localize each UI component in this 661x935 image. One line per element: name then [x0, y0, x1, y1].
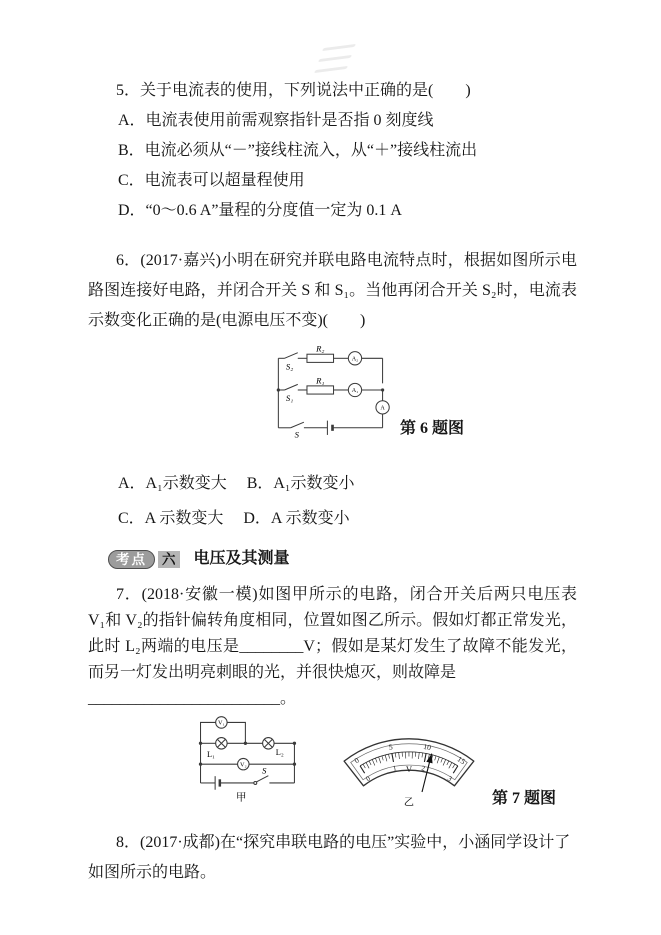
voltmeter-v1-label: V₁	[218, 719, 225, 727]
resistor-r1-label: R₁	[316, 375, 325, 386]
switch-s2-label: S₂	[285, 361, 294, 372]
q7-figure-caption: 第 7 题图	[492, 790, 557, 807]
junction-dot	[277, 388, 280, 391]
q6-option-d: D．A 示数变小	[243, 510, 350, 527]
q6-option-a: A．A₁示数变大	[118, 475, 227, 492]
section-heading	[108, 544, 577, 574]
q7-voltmeter-gauge	[336, 714, 488, 808]
voltmeter-v2-label: V₂	[239, 761, 247, 769]
switch-s1-label: S₁	[285, 393, 294, 404]
q8-stem: 8．(2017·成都)在“探究串联电路的电压”实验中，小涵同学设计了如图所示的电路。	[88, 834, 571, 881]
q5-option-c: C．电流表可以超量程使用	[118, 172, 305, 189]
q7-figure	[188, 712, 577, 808]
switch-s-label: S	[294, 429, 299, 438]
q6-circuit-diagram	[268, 344, 396, 438]
q7-circuit-jia	[188, 712, 308, 808]
q5-stem: 5．关于电流表的使用，下列说法中正确的是( )	[116, 82, 471, 99]
yi-caption: 乙	[403, 797, 415, 808]
junction-dot	[293, 742, 296, 745]
q6-figure	[268, 344, 577, 438]
junction-dot	[244, 742, 247, 745]
gauge-outer-scale-label: 10	[422, 741, 432, 753]
q6-options	[118, 466, 577, 536]
gauge-inner-scale-label: 3	[446, 774, 454, 784]
gauge-inner-scale-label: 0	[364, 774, 372, 784]
q5-option-d: D．“0～0.6 A”量程的分度值一定为 0.1 A	[118, 202, 402, 219]
ammeter-a2-label: A₂	[351, 356, 359, 363]
gauge-outer-scale-label: 0	[352, 755, 361, 766]
q5-option-a: A．电流表使用前需观察指针是否指 0 刻度线	[118, 112, 434, 129]
gauge-face-outline	[344, 739, 474, 786]
q6-figure-caption: 第 6 题图	[400, 420, 465, 437]
q6-stem: 6．(2017·嘉兴)小明在研究并联电路电流特点时，根据如图所示电路图连接好电路，并闭合开关 S 和 S₁。当他再闭合开关 S₂时，电流表示数变化正确的是(电源电压不变)( )	[88, 252, 577, 329]
switch-s-label: S	[261, 765, 267, 776]
gauge-outer-scale-label: 15	[455, 754, 467, 767]
q6-option-b: B．A₁示数变小	[246, 475, 355, 492]
junction-dot	[199, 763, 202, 766]
ammeter-a-label: A	[380, 405, 385, 412]
ammeter-a1-label: A₁	[351, 388, 359, 395]
q5-option-b: B．电流必须从“－”接线柱流入，从“＋”接线柱流出	[118, 142, 478, 159]
gauge-unit-label: V	[405, 764, 413, 775]
q7-answer-blank: ________________________。	[88, 690, 297, 707]
gauge-inner-scale-label: 2	[420, 764, 426, 773]
watermark	[316, 38, 364, 84]
lamp-l1-label: L₁	[206, 749, 215, 759]
jia-caption: 甲	[235, 792, 247, 804]
section-badge: 考点	[108, 550, 155, 569]
junction-dot	[199, 742, 202, 745]
section-number: 六	[158, 551, 180, 568]
gauge-inner-scale-label: 1	[392, 764, 398, 773]
q6-option-c: C．A 示数变大	[118, 510, 224, 527]
lamp-l2-label: L₂	[275, 747, 284, 757]
q7-stem: 7．(2018·安徽一模)如图甲所示的电路，闭合开关后两只电压表 V₁和 V₂的指针偏转角度相同，位置如图乙所示。假如灯都正常发光，此时 L₂两端的电压是________V；假如是某灯发生了故障不能发光，而另一灯发出明亮刺眼的光，并很快熄灭，则故障是	[88, 586, 577, 681]
junction-dot	[293, 763, 296, 766]
gauge-outer-scale-label: 5	[387, 742, 394, 752]
section-title: 电压及其测量	[193, 550, 290, 567]
resistor-r2-label: R₂	[316, 344, 325, 354]
junction-dot	[381, 388, 384, 391]
